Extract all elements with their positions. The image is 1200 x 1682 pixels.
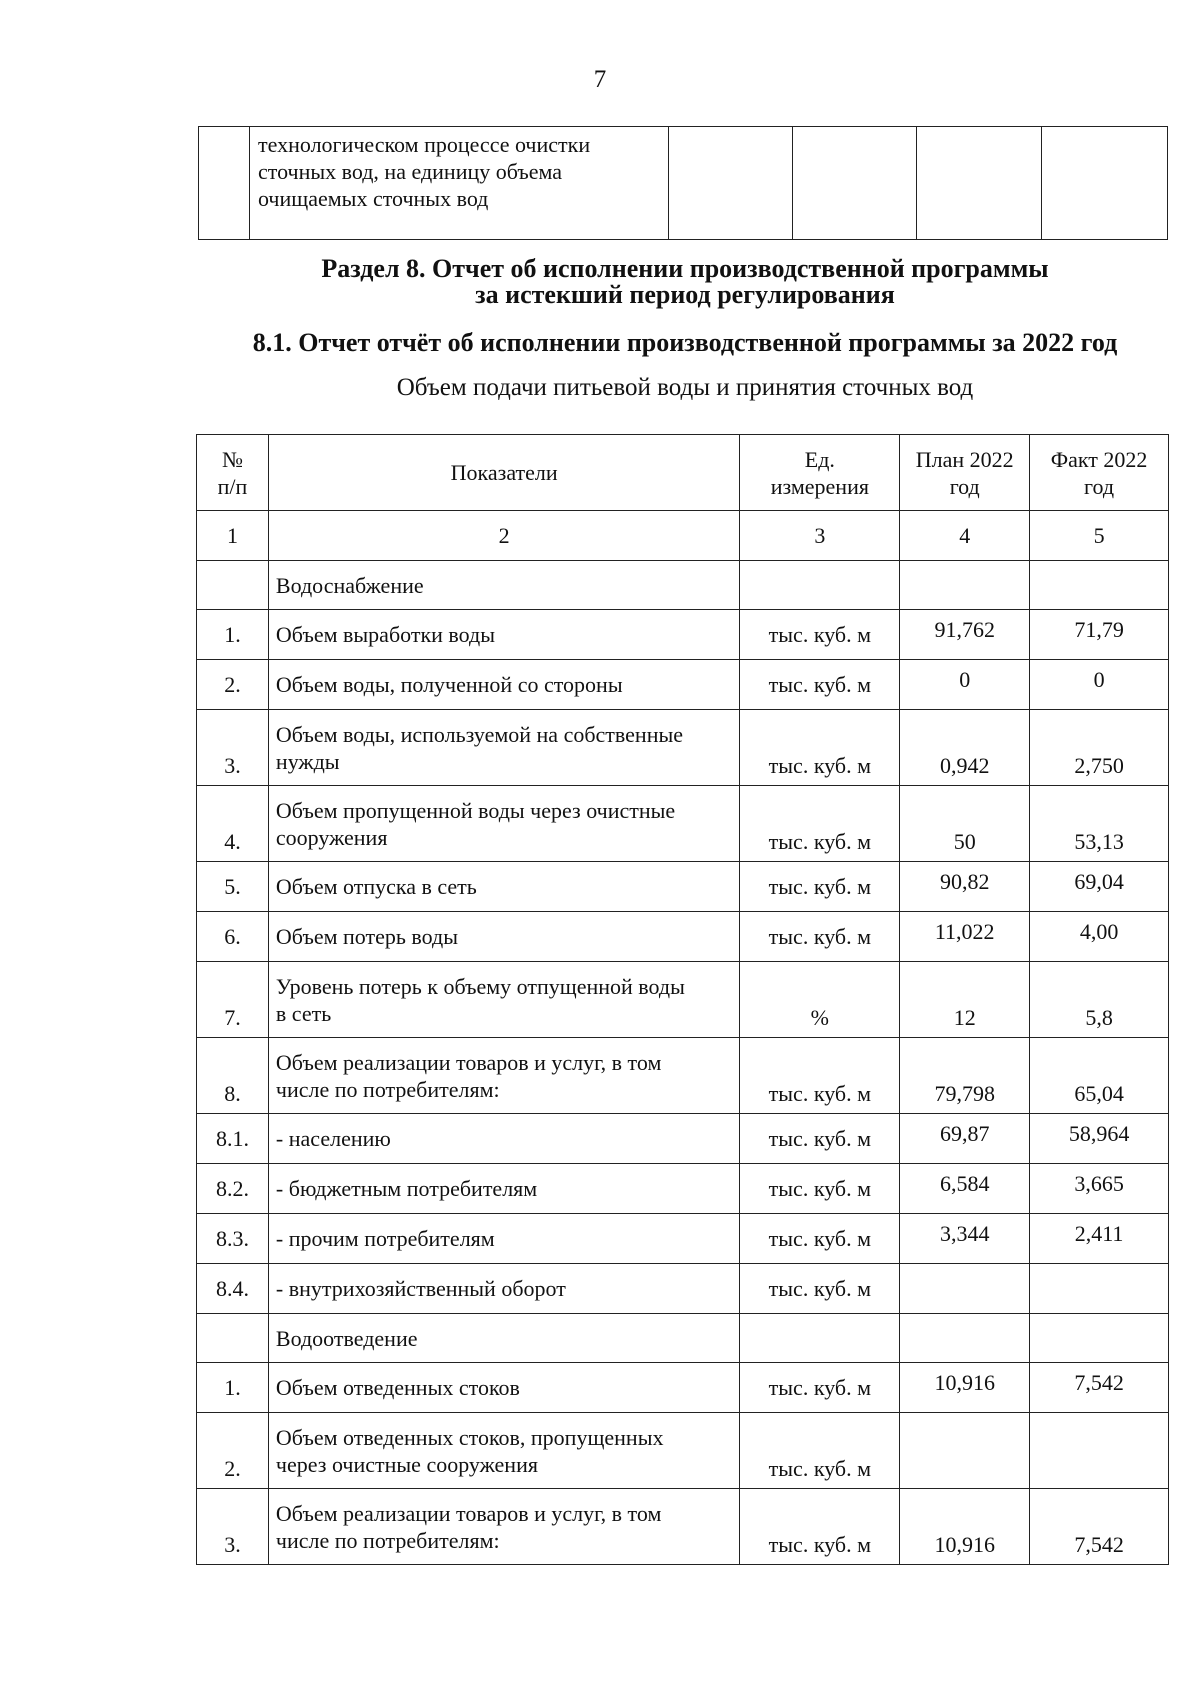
prev-cell-no xyxy=(199,127,250,240)
cell-unit: тыс. куб. м xyxy=(740,1489,900,1565)
cell-unit: тыс. куб. м xyxy=(740,660,900,710)
cell-indicator xyxy=(268,610,739,660)
cell-plan xyxy=(900,1413,1030,1489)
cell-indicator xyxy=(268,1214,739,1264)
column-number: 5 xyxy=(1030,511,1169,561)
cell-unit: % xyxy=(740,962,900,1038)
table-row xyxy=(197,1264,1169,1314)
header-unit-line: Ед. xyxy=(804,446,835,472)
indicator-line: - бюджетным потребителям xyxy=(275,1176,538,1201)
header-plan-line: План 2022 xyxy=(915,446,1014,472)
cell-plan: 6,584 xyxy=(900,1164,1030,1214)
table-row xyxy=(197,786,1169,862)
header-plan-line: год xyxy=(949,473,980,499)
header-unit xyxy=(740,435,900,511)
prev-text-line: очищаемых сточных вод xyxy=(258,186,489,211)
cell-no: 8. xyxy=(197,1038,269,1114)
header-plan xyxy=(900,435,1030,511)
cell-unit: тыс. куб. м xyxy=(740,610,900,660)
cell-unit: тыс. куб. м xyxy=(740,786,900,862)
cell-unit: тыс. куб. м xyxy=(740,710,900,786)
cell-fact xyxy=(1030,1413,1169,1489)
prev-cell-empty xyxy=(917,127,1042,240)
header-indicator: Показатели xyxy=(268,435,739,511)
cell-no: 1. xyxy=(197,1363,269,1413)
cell-unit: тыс. куб. м xyxy=(740,1114,900,1164)
cell-fact: 5,8 xyxy=(1030,962,1169,1038)
cell-no: 7. xyxy=(197,962,269,1038)
prev-cell-text xyxy=(250,127,669,240)
prev-cell-empty xyxy=(1042,127,1168,240)
cell-no: 2. xyxy=(197,660,269,710)
table-row xyxy=(197,1038,1169,1114)
cell-no xyxy=(197,1314,269,1363)
table-row xyxy=(197,1363,1169,1413)
cell-indicator xyxy=(268,1489,739,1565)
cell-no: 5. xyxy=(197,862,269,912)
column-number: 4 xyxy=(900,511,1030,561)
header-no-line: п/п xyxy=(217,473,248,499)
cell-indicator xyxy=(268,1164,739,1214)
cell-plan xyxy=(900,1314,1030,1363)
indicator-line: Объем отведенных стоков xyxy=(275,1375,520,1400)
cell-plan: 50 xyxy=(900,786,1030,862)
cell-indicator xyxy=(268,1264,739,1314)
cell-indicator xyxy=(268,786,739,862)
indicator-line: Объем выработки воды xyxy=(275,622,496,647)
indicator-line: нужды xyxy=(275,748,340,774)
indicator-line: Объем реализации товаров и услуг, в том xyxy=(275,1049,662,1075)
column-number: 3 xyxy=(740,511,900,561)
column-number-row xyxy=(197,511,1169,561)
header-no xyxy=(197,435,269,511)
table-caption: Объем подачи питьевой воды и принятия сточных вод xyxy=(396,374,974,401)
cell-fact: 2,411 xyxy=(1030,1214,1169,1264)
cell-fact: 3,665 xyxy=(1030,1164,1169,1214)
section-heading: Водоснабжение xyxy=(268,561,739,610)
cell-unit: тыс. куб. м xyxy=(740,862,900,912)
cell-plan: 0,942 xyxy=(900,710,1030,786)
indicator-line: - прочим потребителям xyxy=(275,1226,495,1251)
cell-unit: тыс. куб. м xyxy=(740,1363,900,1413)
cell-indicator xyxy=(268,1114,739,1164)
section-heading: Водоотведение xyxy=(268,1314,739,1363)
header-row xyxy=(197,435,1169,511)
cell-fact: 69,04 xyxy=(1030,862,1169,912)
prev-text-line: сточных вод, на единицу объема xyxy=(258,159,563,184)
cell-indicator xyxy=(268,912,739,962)
prev-cell-empty xyxy=(669,127,793,240)
table-row xyxy=(197,660,1169,710)
indicator-line: Объем реализации товаров и услуг, в том xyxy=(275,1500,662,1526)
indicator-line: числе по потребителям: xyxy=(275,1076,500,1102)
cell-no: 3. xyxy=(197,710,269,786)
cell-no: 3. xyxy=(197,1489,269,1565)
indicator-line: - населению xyxy=(275,1126,391,1151)
cell-unit: тыс. куб. м xyxy=(740,912,900,962)
cell-plan: 90,82 xyxy=(900,862,1030,912)
cell-no xyxy=(197,561,269,610)
cell-unit: тыс. куб. м xyxy=(740,1264,900,1314)
cell-plan: 79,798 xyxy=(900,1038,1030,1114)
prev-text-line: технологическом процессе очистки xyxy=(258,132,591,157)
table-row xyxy=(197,1413,1169,1489)
cell-no: 2. xyxy=(197,1413,269,1489)
cell-fact xyxy=(1030,561,1169,610)
header-unit-line: измерения xyxy=(770,473,869,499)
table-row xyxy=(197,1489,1169,1565)
subsection-title: 8.1. Отчет отчёт об исполнении производственной программы за 2022 год xyxy=(252,328,1118,357)
header-fact-line: Факт 2022 xyxy=(1050,446,1148,472)
cell-no: 8.1. xyxy=(197,1114,269,1164)
indicator-line: Объем пропущенной воды через очистные xyxy=(275,797,676,823)
previous-table-continuation xyxy=(198,126,1168,240)
cell-unit xyxy=(740,561,900,610)
cell-unit: тыс. куб. м xyxy=(740,1038,900,1114)
column-number: 1 xyxy=(197,511,269,561)
cell-fact: 53,13 xyxy=(1030,786,1169,862)
section-title-line1: Раздел 8. Отчет об исполнении производственной программы xyxy=(321,254,1049,283)
cell-plan: 10,916 xyxy=(900,1363,1030,1413)
cell-no: 8.4. xyxy=(197,1264,269,1314)
cell-unit: тыс. куб. м xyxy=(740,1164,900,1214)
table-row xyxy=(197,1164,1169,1214)
indicator-line: Объем воды, используемой на собственные xyxy=(275,721,684,747)
cell-fact: 7,542 xyxy=(1030,1363,1169,1413)
indicator-line: Уровень потерь к объему отпущенной воды xyxy=(275,973,685,999)
cell-no: 6. xyxy=(197,912,269,962)
cell-fact xyxy=(1030,1314,1169,1363)
cell-no: 8.2. xyxy=(197,1164,269,1214)
cell-plan: 91,762 xyxy=(900,610,1030,660)
cell-indicator xyxy=(268,710,739,786)
production-program-table xyxy=(196,434,1169,1565)
cell-indicator xyxy=(268,1363,739,1413)
cell-fact: 7,542 xyxy=(1030,1489,1169,1565)
header-fact xyxy=(1030,435,1169,511)
cell-no: 1. xyxy=(197,610,269,660)
indicator-line: - внутрихозяйственный оборот xyxy=(275,1276,566,1301)
cell-no: 4. xyxy=(197,786,269,862)
header-fact-line: год xyxy=(1084,473,1115,499)
cell-fact: 2,750 xyxy=(1030,710,1169,786)
column-number: 2 xyxy=(268,511,739,561)
cell-plan: 0 xyxy=(900,660,1030,710)
cell-fact: 65,04 xyxy=(1030,1038,1169,1114)
cell-plan: 12 xyxy=(900,962,1030,1038)
cell-plan: 11,022 xyxy=(900,912,1030,962)
page-number: 7 xyxy=(593,66,607,93)
cell-plan: 10,916 xyxy=(900,1489,1030,1565)
indicator-line: в сеть xyxy=(275,1000,332,1026)
section-title-line2: за истекший период регулирования xyxy=(475,280,895,309)
table-row xyxy=(197,862,1169,912)
indicator-line: числе по потребителям: xyxy=(275,1527,500,1553)
table-row xyxy=(197,962,1169,1038)
indicator-line: Объем воды, полученной со стороны xyxy=(275,672,623,697)
cell-fact: 0 xyxy=(1030,660,1169,710)
cell-fact: 58,964 xyxy=(1030,1114,1169,1164)
cell-plan xyxy=(900,561,1030,610)
cell-indicator xyxy=(268,1413,739,1489)
cell-indicator xyxy=(268,862,739,912)
indicator-line: сооружения xyxy=(275,824,388,850)
cell-indicator xyxy=(268,1038,739,1114)
section-heading-row xyxy=(197,1314,1169,1363)
indicator-line: Объем отпуска в сеть xyxy=(275,874,477,899)
cell-plan: 3,344 xyxy=(900,1214,1030,1264)
header-no-line: № xyxy=(221,446,243,472)
cell-unit xyxy=(740,1314,900,1363)
indicator-line: Объем потерь воды xyxy=(275,924,458,949)
cell-plan xyxy=(900,1264,1030,1314)
cell-no: 8.3. xyxy=(197,1214,269,1264)
table-row xyxy=(197,1214,1169,1264)
cell-plan: 69,87 xyxy=(900,1114,1030,1164)
cell-fact xyxy=(1030,1264,1169,1314)
cell-unit: тыс. куб. м xyxy=(740,1413,900,1489)
indicator-line: Объем отведенных стоков, пропущенных xyxy=(275,1424,664,1450)
indicator-line: через очистные сооружения xyxy=(275,1451,538,1477)
table-row xyxy=(197,1114,1169,1164)
cell-fact: 4,00 xyxy=(1030,912,1169,962)
cell-indicator xyxy=(268,660,739,710)
cell-unit: тыс. куб. м xyxy=(740,1214,900,1264)
table-row xyxy=(197,610,1169,660)
prev-cell-empty xyxy=(793,127,917,240)
cell-fact: 71,79 xyxy=(1030,610,1169,660)
table-row xyxy=(197,912,1169,962)
table-row xyxy=(197,710,1169,786)
cell-indicator xyxy=(268,962,739,1038)
section-heading-row xyxy=(197,561,1169,610)
